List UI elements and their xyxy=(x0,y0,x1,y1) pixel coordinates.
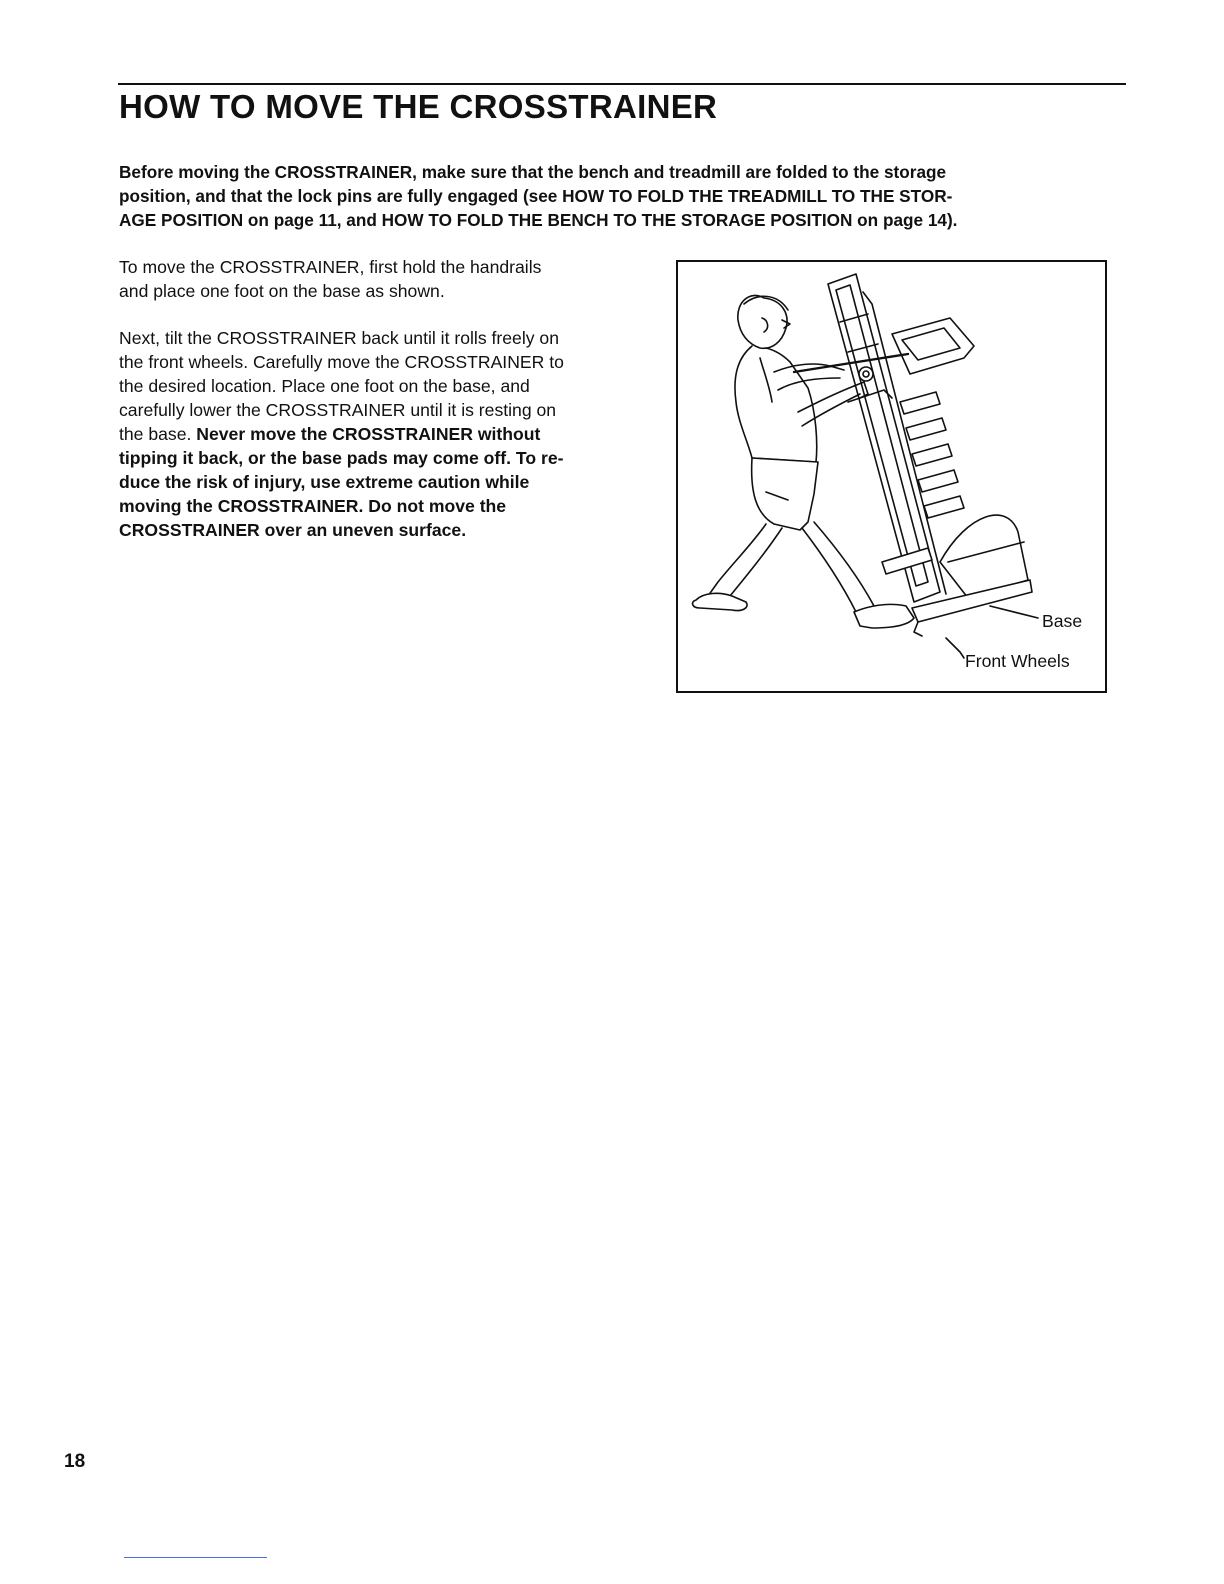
person-tilting-crosstrainer-drawing xyxy=(678,262,1105,691)
instructions-column xyxy=(119,255,639,542)
base-leader-line xyxy=(990,606,1038,618)
paragraph-line: Next, tilt the CROSSTRAINER back until it rolls freely on xyxy=(119,328,559,348)
instruction-paragraph-2 xyxy=(119,326,639,542)
crosstrainer-frame xyxy=(794,274,1032,636)
paragraph-line: carefully lower the CROSSTRAINER until it is resting on xyxy=(119,400,557,420)
intro-line: AGE POSITION on page 11, and HOW TO FOLD THE BENCH TO THE STORAGE POSITION on page 14). xyxy=(119,210,958,230)
warning-line: tipping it back, or the base pads may come off. To re- xyxy=(119,448,564,468)
top-rule xyxy=(118,83,1126,85)
front-wheels-callout-label: Front Wheels xyxy=(965,651,1070,671)
intro-line: position, and that the lock pins are fully engaged (see HOW TO FOLD THE TREADMILL TO THE STOR- xyxy=(119,186,953,206)
warning-fragment: Never move the CROSSTRAINER without xyxy=(196,424,541,444)
intro-line: Before moving the CROSSTRAINER, make sure that the bench and treadmill are folded to the storage xyxy=(119,162,947,182)
paragraph-line: To move the CROSSTRAINER, first hold the handrails xyxy=(119,257,542,277)
warning-line: CROSSTRAINER over an uneven surface. xyxy=(119,520,467,540)
paragraph-line: the front wheels. Carefully move the CROSSTRAINER to xyxy=(119,352,564,372)
crosstrainer-illustration xyxy=(676,260,1107,693)
warning-line: duce the risk of injury, use extreme caution while xyxy=(119,472,530,492)
footer-link-underline xyxy=(124,1557,267,1558)
paragraph-line-mixed xyxy=(119,422,639,446)
page-number: 18 xyxy=(64,1451,86,1472)
warning-line: moving the CROSSTRAINER. Do not move the xyxy=(119,496,507,516)
front-wheels-leader-line xyxy=(946,638,964,658)
paragraph-fragment: the base. xyxy=(119,424,197,444)
instruction-paragraph-1 xyxy=(119,255,639,303)
base-callout-label: Base xyxy=(1042,611,1083,631)
paragraph-line: and place one foot on the base as shown. xyxy=(119,281,445,301)
intro-warning xyxy=(119,160,1114,232)
paragraph-line: the desired location. Place one foot on the base, and xyxy=(119,376,530,396)
page-title: HOW TO MOVE THE CROSSTRAINER xyxy=(119,88,718,125)
